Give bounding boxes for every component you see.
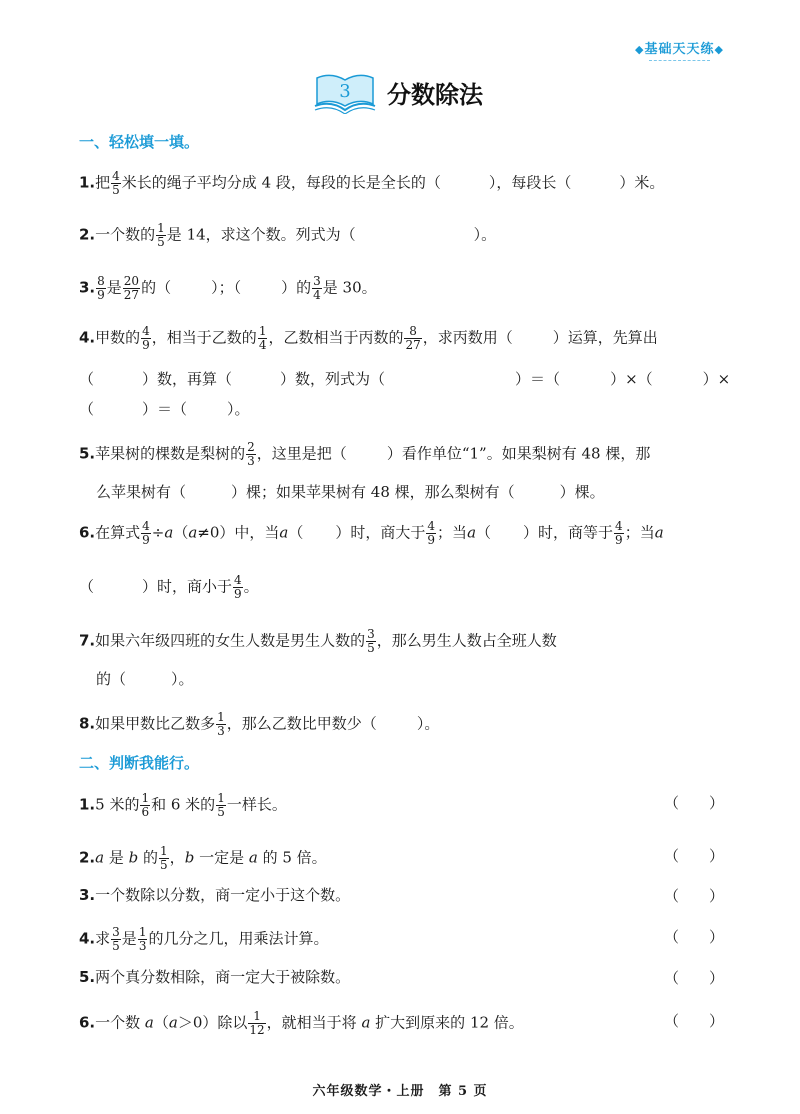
question-5-line-2: 么苹果树有（ ）棵；如果苹果树有 48 棵，那么梨树有（ ）棵。 [96,483,605,501]
lesson-title [313,70,483,114]
fraction: $\frac{4}{9}$ [427,519,436,547]
question-8: 8.如果甲数比乙数多 $\frac{1}{3}$ ，那么乙数比甲数少（ ）。 [79,710,440,738]
lesson-title-text: 分数除法 [387,80,483,109]
fraction: $\frac{4}{9}$ [234,573,242,601]
judge-6: 6.一个数 a（a＞0）除以 $\frac{1}{12}$ ，就相当于将 a 扩大到原来的 12 倍。 [79,1009,524,1037]
fraction: $\frac{4}{9}$ [142,519,150,547]
fraction: $\frac{1}{5}$ [157,221,165,249]
series-tag: ◆基础天天练◆ [635,38,724,57]
judge-answer-paren[interactable]: （ ） [663,969,724,987]
judge-2: 2.a 是 b 的 $\frac{1}{5}$ ，b 一定是 a 的 5 倍。 [79,844,327,872]
judge-1: 1.5 米的 $\frac{1}{6}$ 和 6 米的 $\frac{1}{5}$ 一样长。 [79,791,287,819]
fraction: $\frac{1}{5}$ [160,844,168,872]
fraction: $\frac{2}{3}$ [247,440,255,468]
question-4-line-3: （ ）＝（ ）。 [79,400,250,418]
fraction: $\frac{1}{4}$ [258,324,267,352]
judge-answer-paren[interactable]: （ ） [663,1012,724,1030]
series-tag-text: 基础天天练 [644,42,715,57]
section-heading-fill: 一、轻松填一填。 [79,133,200,151]
judge-answer-paren[interactable]: （ ） [663,887,724,905]
fraction: $\frac{1}{3}$ [217,710,225,738]
judge-answer-paren[interactable]: （ ） [663,847,724,865]
fraction: $\frac{20}{27}$ [123,274,140,302]
fraction: $\frac{3}{5}$ [367,627,375,655]
section-heading-judge: 二、判断我能行。 [79,754,200,772]
question-1: 1.把 $\frac{4}{5}$ 米长的绳子平均分成 4 段，每段的长是全长的（ ），每段长（ ）米。 [79,169,665,197]
fraction: $\frac{1}{12}$ [249,1009,265,1037]
judge-3: 3.一个数除以分数，商一定小于这个数。 [79,886,351,904]
question-6-line-2: （ ）时，商小于 $\frac{4}{9}$ 。 [79,573,259,601]
question-3: 3. $\frac{8}{9}$ 是 $\frac{20}{27}$ 的（ ）；（ ）的 $\frac{3}{4}$ 是 30。 [79,274,377,302]
fraction: $\frac{3}{4}$ [313,274,321,302]
question-7-line-2: 的（ ）。 [96,670,194,688]
fraction: $\frac{8}{9}$ [97,274,105,302]
lesson-number: 3 [339,81,351,102]
question-2: 2.一个数的 $\frac{1}{5}$ 是 14，求这个数。列式为（ ）。 [79,221,497,249]
page-footer: 六年级数学・上册 第 5 页 [312,1084,488,1099]
judge-5: 5.两个真分数相除，商一定大于被除数。 [79,968,351,986]
fraction: $\frac{8}{27}$ [405,324,421,352]
fraction: $\frac{1}{3}$ [138,925,147,953]
question-4-line-2: （ ）数，再算（ ）数，列式为（ ）＝（ ）×（ ）× [79,370,731,388]
fraction: $\frac{1}{6}$ [141,791,150,819]
question-4: 4.甲数的 $\frac{4}{9}$ ，相当于乙数的 $\frac{1}{4}$ ，乙数相当于丙数的 $\frac{8}{27}$ ，求丙数用（ ）运算，先算出 [79,324,658,352]
judge-answer-paren[interactable]: （ ） [663,928,724,946]
fraction: $\frac{1}{5}$ [217,791,225,819]
fraction: $\frac{4}{5}$ [112,169,120,197]
fraction: $\frac{4}{9}$ [615,519,623,547]
question-5: 5.苹果树的棵数是梨树的 $\frac{2}{3}$ ，这里是把（ ）看作单位“1”。如果梨树有 48 棵，那 [79,440,651,468]
book-icon [313,70,377,114]
fraction: $\frac{4}{9}$ [142,324,150,352]
fraction: $\frac{3}{5}$ [112,925,120,953]
judge-answer-paren[interactable]: （ ） [663,794,724,812]
question-6: 6.在算式 $\frac{4}{9}$ ÷a（a≠0）中，当a（ ）时，商大于 $\frac{4}{9}$ ；当a（ ）时，商等于 $\frac{4}{9}$ ；当a [79,519,664,547]
judge-4: 4.求 $\frac{3}{5}$ 是 $\frac{1}{3}$ 的几分之几，用乘法计算。 [79,925,329,953]
question-7: 7.如果六年级四班的女生人数是男生人数的 $\frac{3}{5}$ ，那么男生人数占全班人数 [79,627,557,655]
